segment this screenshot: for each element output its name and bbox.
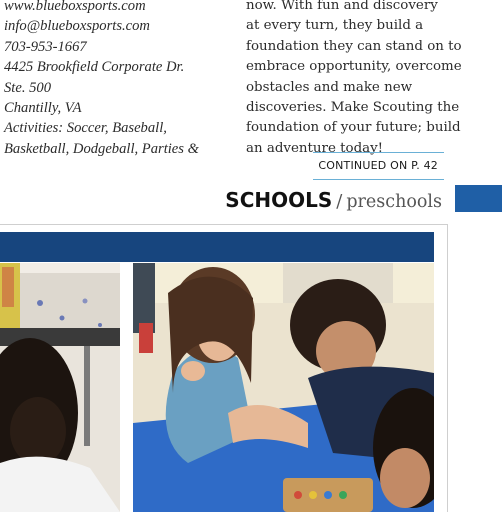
activities-line: Activities: Soccer, Baseball, — [4, 120, 167, 137]
city-line: Chantilly, VA — [4, 100, 82, 117]
address-line: 4425 Brookfield Corporate Dr. — [4, 59, 185, 76]
activities-line-cont: Basketball, Dodgeball, Parties & — [4, 140, 199, 157]
classroom-photo-left — [0, 263, 120, 512]
left-column — [4, 0, 214, 159]
section-subtitle: preschools — [346, 192, 442, 212]
body-line: obstacles and make new — [246, 79, 413, 95]
section-separator: / — [336, 191, 343, 212]
body-line: foundation they can stand on to — [246, 38, 462, 54]
continued-link[interactable]: CONTINUED ON P. 42 — [318, 159, 438, 172]
continued-box — [313, 152, 444, 180]
body-line: at every turn, they build a — [246, 18, 424, 34]
classroom-photo-right — [133, 263, 434, 512]
section-header — [225, 188, 442, 212]
section-tab — [455, 185, 502, 212]
body-line: embrace opportunity, overcome — [246, 59, 462, 75]
body-line: now. With fun and discovery — [246, 0, 438, 13]
section-title: SCHOOLS — [225, 188, 333, 212]
website-line[interactable]: www.blueboxsports.com — [4, 0, 146, 14]
photo-header-bar — [0, 232, 434, 262]
body-line: foundation of your future; build — [246, 120, 461, 136]
right-column — [246, 0, 462, 159]
body-line: an adventure today! — [246, 140, 384, 156]
phone-line: 703-953-1667 — [4, 38, 87, 55]
body-line: discoveries. Make Scouting the — [246, 100, 460, 116]
suite-line: Ste. 500 — [4, 79, 52, 96]
email-line[interactable]: info@blueboxsports.com — [4, 18, 150, 35]
